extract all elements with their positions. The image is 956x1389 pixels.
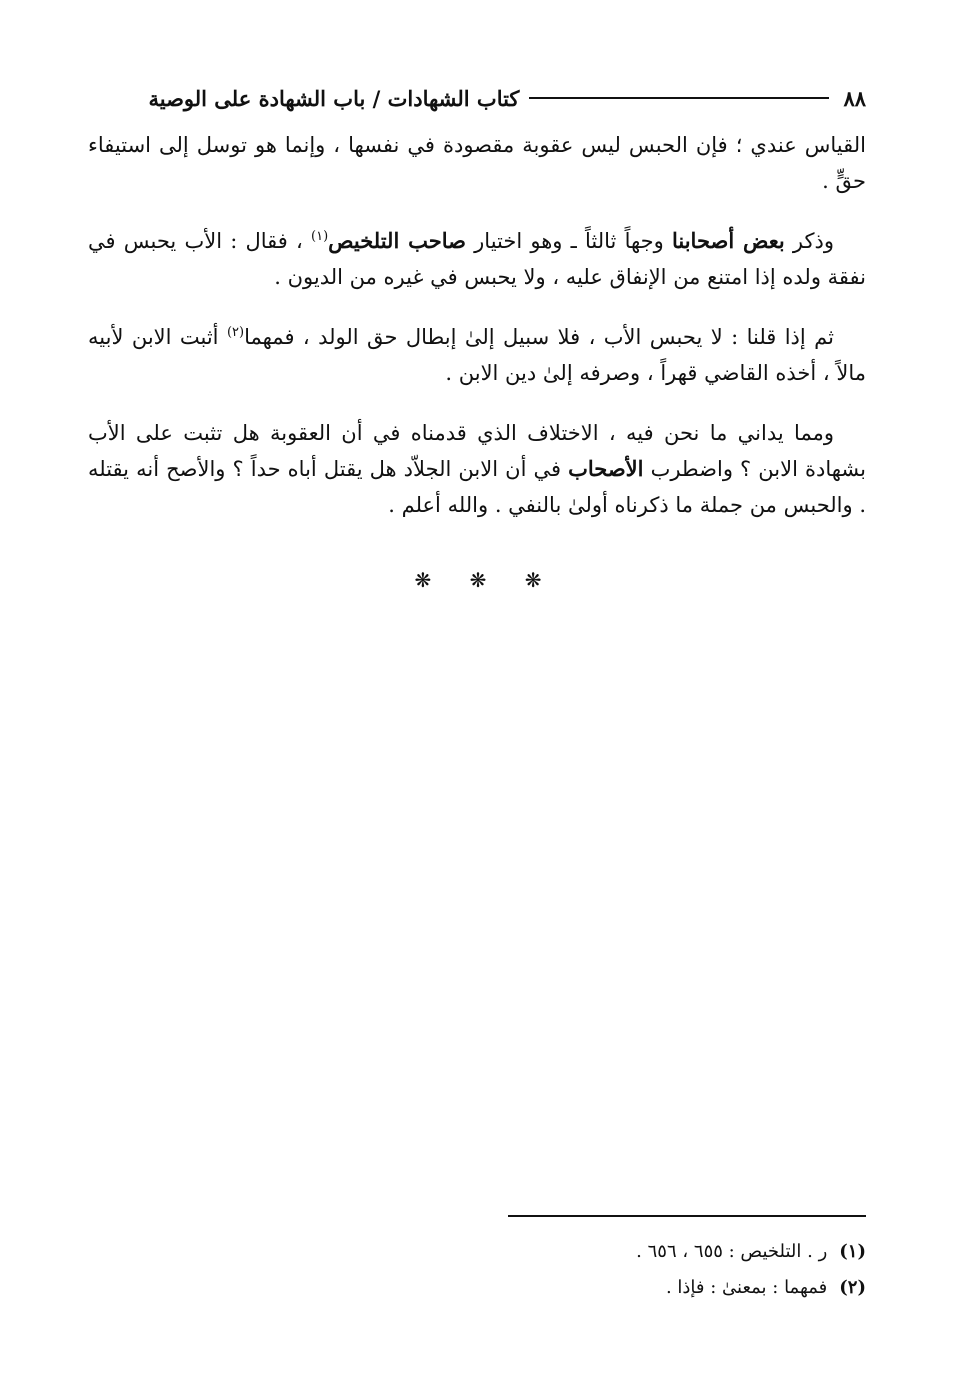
separator-star: ❋ xyxy=(524,568,542,592)
paragraph-2 xyxy=(88,223,866,295)
paragraph-2-text-b: وجهاً ثالثاً ـ وهو اختيار xyxy=(465,229,672,253)
section-separator xyxy=(0,568,956,592)
separator-star: ❋ xyxy=(414,568,432,592)
footnote-1 xyxy=(88,1234,866,1270)
footnote-text: ر . التلخيص : ٦٥٥ ، ٦٥٦ . xyxy=(636,1241,828,1262)
running-header xyxy=(88,78,866,118)
header-rule xyxy=(529,97,829,99)
chapter-title: كتاب الشهادات / باب الشهادة على الوصية xyxy=(148,85,520,111)
paragraph-1: القياس عندي ؛ فإن الحبس ليس عقوبة مقصودة في نفسها ، وإنما هو توسل إلى استيفاء حقٍّ . xyxy=(88,133,866,193)
paragraph-3-text-a: ثم إذا قلنا : لا يحبس الأب ، فلا سبيل إلىٰ إبطال حق الولد ، فمهما xyxy=(244,325,834,349)
footnote-text: فمهما : بمعنىٰ : فإذا . xyxy=(665,1277,828,1298)
paragraph-4-text-b: في أن الابن الجلاّد هل يقتل أباه حداً ؟ والأصح أنه يقتله . والحبس من جملة ما ذكرناه أولىٰ بالنفي . والله أعلم . xyxy=(88,457,866,517)
paragraph-4-bold: الأصحاب xyxy=(568,456,644,481)
footnote-2 xyxy=(88,1270,866,1306)
paragraph-2-text-a: وذكر xyxy=(784,229,834,253)
footnote-rule xyxy=(508,1215,866,1217)
paragraph-4-text-a: ومما يداني ما نحن فيه ، الاختلاف الذي قدمناه في أن العقوبة هل تثبت على الأب بشهادة الابن ؟ واضطرب xyxy=(88,421,867,481)
separator-star: ❋ xyxy=(469,568,487,592)
footnotes xyxy=(88,1234,866,1306)
footnote-number: (٢) xyxy=(839,1277,866,1298)
paragraph-2-bold-b: صاحب التلخيص xyxy=(328,228,466,253)
footnote-ref-2[interactable]: (٢) xyxy=(226,325,245,340)
paragraph-2-bold-a: بعض أصحابنا xyxy=(671,228,785,253)
main-text xyxy=(88,127,866,547)
footnote-number: (١) xyxy=(839,1241,866,1262)
paragraph-4 xyxy=(88,415,866,523)
footnote-ref-1[interactable]: (١) xyxy=(311,229,329,244)
page-number: ٨٨ xyxy=(843,85,866,111)
paragraph-3 xyxy=(88,319,866,391)
paragraph-2-text-c: ، فقال : الأب يحبس في نفقة ولده إذا امتنع من الإنفاق عليه ، ولا يحبس في غيره من الديون . xyxy=(88,229,866,289)
paragraph-3-text-b: أثبت الابن لأبيه مالاً ، أخذه القاضي قهراً ، وصرفه إلىٰ دين الابن . xyxy=(88,325,866,385)
